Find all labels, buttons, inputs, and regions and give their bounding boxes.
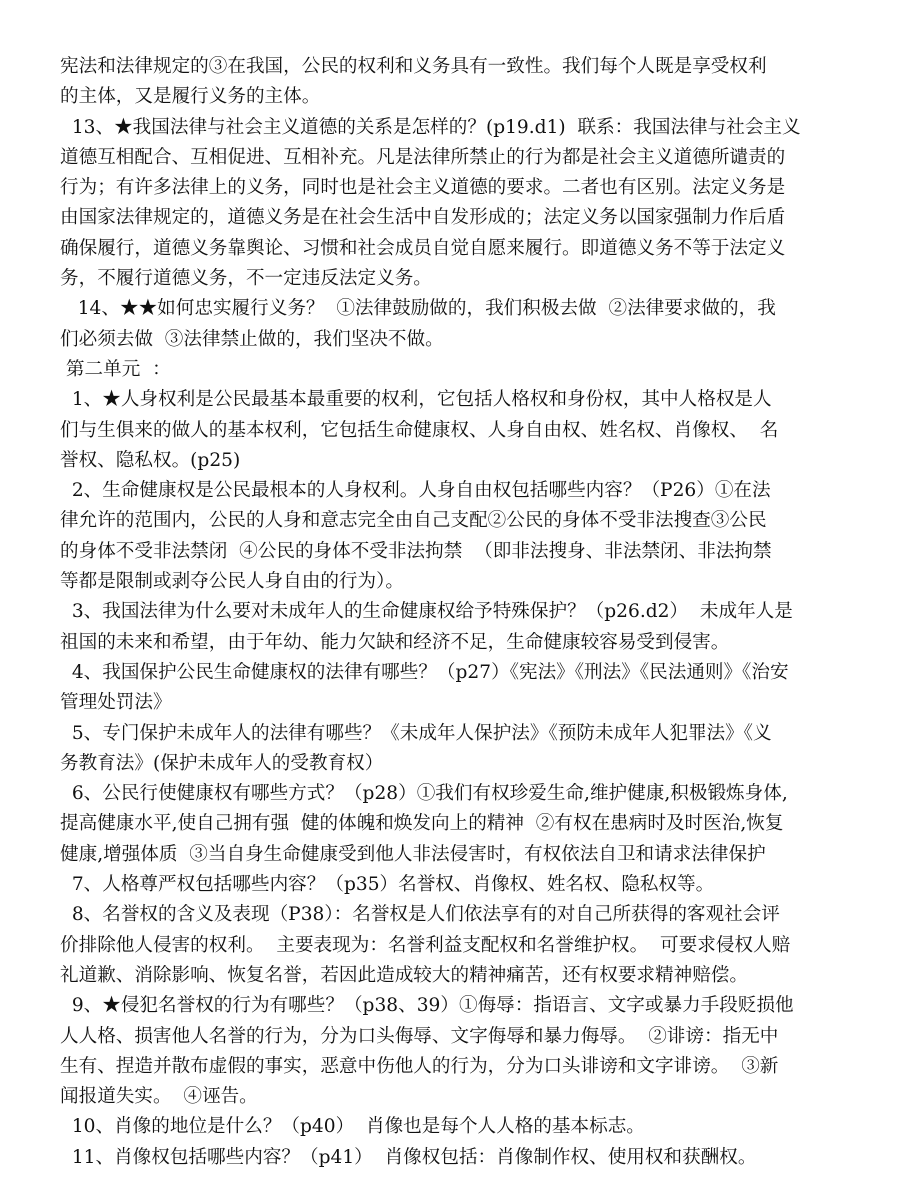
text-line: 1、★人身权利是公民最基本最重要的权利，它包括人格权和身份权，其中人格权是人 <box>60 389 772 411</box>
unit2-question-9-paragraph <box>60 991 870 1112</box>
text-line: 道德互相配合、互相促进、互相补充。凡是法律所禁止的行为都是社会主义道德所谴责的 <box>60 146 786 168</box>
text-line: 们必须去做 ③法律禁止做的，我们坚决不做。 <box>60 328 444 350</box>
text-line: 提高健康水平,使自己拥有强 健的体魄和焕发向上的精神 ②有权在患病时及时医治,恢复 <box>60 813 784 835</box>
text-line: 祖国的未来和希望，由于年幼、能力欠缺和经济不足，生命健康较容易受到侵害。 <box>60 631 730 653</box>
text-line: 2、生命健康权是公民最根本的人身权利。人身自由权包括哪些内容？（P26）①在法 <box>60 480 771 502</box>
unit2-question-11-paragraph <box>60 1143 870 1173</box>
document-page <box>60 52 870 1173</box>
unit2-question-7-paragraph <box>60 870 870 900</box>
text-line: 5、专门保护未成年人的法律有哪些？《未成年人保护法》《预防未成年人犯罪法》《义 <box>60 722 772 744</box>
unit2-question-4-paragraph <box>60 658 870 719</box>
text-line: 誉权、隐私权。(p25) <box>60 449 241 471</box>
text-line: 11、肖像权包括哪些内容？（p41） 肖像权包括：肖像制作权、使用权和获酬权。 <box>60 1146 757 1168</box>
question-14-paragraph <box>60 294 870 355</box>
text-line: 10、肖像的地位是什么？（p40） 肖像也是每个人人格的基本标志。 <box>60 1116 645 1138</box>
unit2-question-2-paragraph <box>60 476 870 597</box>
text-line: 律允许的范围内，公民的人身和意志完全由自己支配②公民的身体不受非法搜查③公民 <box>60 510 767 532</box>
text-line: 9、★侵犯名誉权的行为有哪些？（p38、39）①侮辱：指语言、文字或暴力手段贬损他 <box>60 995 794 1017</box>
text-line: 的主体，又是履行义务的主体。 <box>60 86 321 108</box>
text-line: 由国家法律规定的，道德义务是在社会生活中自发形成的；法定义务以国家强制力作后盾 <box>60 207 786 229</box>
text-line: 8、名誉权的含义及表现（P38）：名誉权是人们依法享有的对自己所获得的客观社会评 <box>60 904 780 926</box>
text-line: 确保履行，道德义务靠舆论、习惯和社会成员自觉自愿来履行。即道德义务不等于法定义 <box>60 237 786 259</box>
text-line: 宪法和法律规定的③在我国，公民的权利和义务具有一致性。我们每个人既是享受权利 <box>60 56 767 77</box>
unit2-question-10-paragraph <box>60 1112 870 1142</box>
section-heading: 第二单元 ： <box>60 358 171 380</box>
text-line: 闻报道失实。 ④诬告。 <box>60 1086 258 1108</box>
text-line: 务，不履行道德义务，不一定违反法定义务。 <box>60 268 432 290</box>
text-line: 人人格、损害他人名誉的行为，分为口头侮辱、文字侮辱和暴力侮辱。 ②诽谤：指无中 <box>60 1025 779 1047</box>
text-line: 4、我国保护公民生命健康权的法律有哪些？（p27）《宪法》《刑法》《民法通则》《治安 <box>60 661 789 683</box>
question-13-paragraph <box>60 113 870 295</box>
text-line: 13、★我国法律与社会主义道德的关系是怎样的？(p19.d1) 联系：我国法律与社会主义 <box>60 116 801 138</box>
text-line: 礼道歉、消除影响、恢复名誉，若因此造成较大的精神痛苦，还有权要求精神赔偿。 <box>60 964 748 986</box>
unit2-question-6-paragraph <box>60 779 870 870</box>
unit2-question-5-paragraph <box>60 719 870 780</box>
text-line: 3、我国法律为什么要对未成年人的生命健康权给予特殊保护？（p26.d2） 未成年人是 <box>60 601 793 623</box>
unit2-question-1-paragraph <box>60 385 870 476</box>
text-line: 的身体不受非法禁闭 ④公民的身体不受非法拘禁 （即非法搜身、非法禁闭、非法拘禁 <box>60 540 772 562</box>
text-line: 行为；有许多法律上的义务，同时也是社会主义道德的要求。二者也有区别。法定义务是 <box>60 177 786 199</box>
unit2-question-3-paragraph <box>60 597 870 658</box>
text-line: 7、人格尊严权包括哪些内容？（p35）名誉权、肖像权、姓名权、隐私权等。 <box>60 874 715 896</box>
text-line: 价排除他人侵害的权利。 主要表现为：名誉利益支配权和名誉维护权。 可要求侵权人赔 <box>60 934 791 956</box>
unit2-question-8-paragraph <box>60 900 870 991</box>
unit-2-heading <box>60 355 870 385</box>
text-line: 务教育法》(保护未成年人的受教育权） <box>60 752 384 774</box>
intro-paragraph <box>60 52 870 113</box>
text-line: 生有、捏造并散布虚假的事实，恶意中伤他人的行为，分为口头诽谤和文字诽谤。 ③新 <box>60 1055 779 1077</box>
text-line: 14、★★如何忠实履行义务？ ①法律鼓励做的，我们积极去做 ②法律要求做的，我 <box>60 298 776 320</box>
text-line: 6、公民行使健康权有哪些方式？（p28）①我们有权珍爱生命,维护健康,积极锻炼身体, <box>60 783 788 805</box>
text-line: 管理处罚法》 <box>60 692 172 714</box>
text-line: 们与生俱来的做人的基本权利，它包括生命健康权、人身自由权、姓名权、肖像权、 名 <box>60 419 779 441</box>
text-line: 健康,增强体质 ③当自身生命健康受到他人非法侵害时，有权依法自卫和请求法律保护 <box>60 843 766 865</box>
text-line: 等都是限制或剥夺公民人身自由的行为）。 <box>60 571 404 593</box>
